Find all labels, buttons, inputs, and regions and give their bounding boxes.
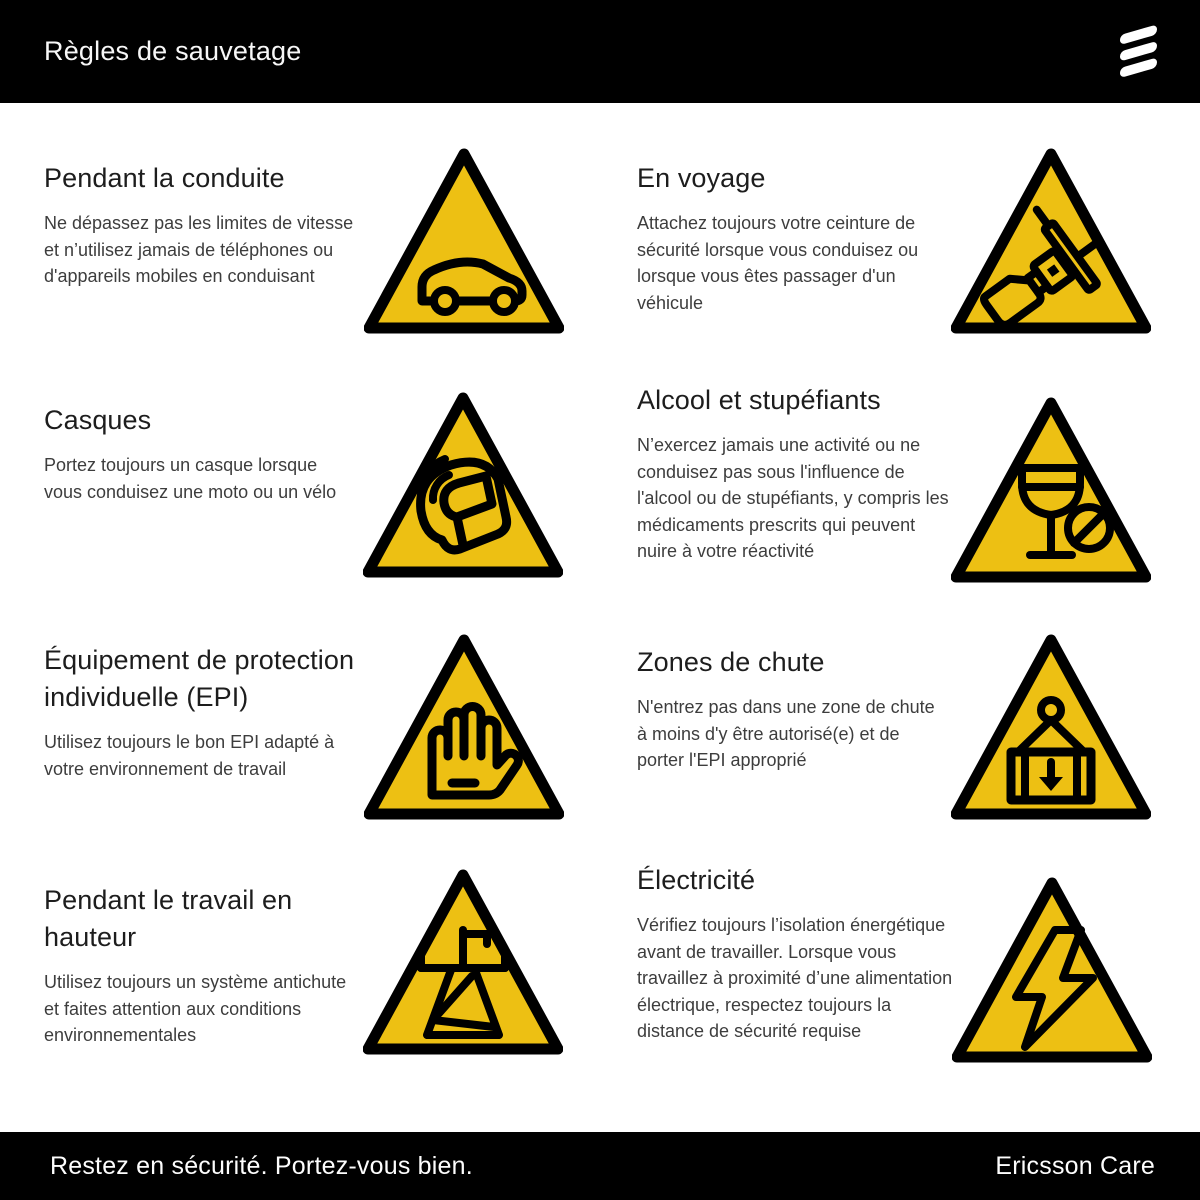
section-title: Pendant la conduite	[44, 163, 285, 193]
section-title: Électricité	[637, 865, 756, 895]
section-travel	[637, 160, 949, 316]
section-alcohol	[637, 382, 955, 565]
section-title: Alcool et stupéfiants	[637, 385, 881, 415]
section-electricity	[637, 862, 955, 1045]
high-voltage-warning-icon	[952, 876, 1152, 1066]
section-helmets	[44, 402, 356, 505]
footer	[0, 1132, 1200, 1200]
page-title: Règles de sauvetage	[44, 36, 302, 66]
glove-warning-icon	[364, 633, 564, 823]
section-body: Vérifiez toujours l’isolation énergétique avant de travailler. Lorsque vous travaillez à proximité d’une alimentation électrique, respectez toujours la distance de sécurité requise	[637, 915, 953, 1041]
section-body: N’exercez jamais une activité ou ne conduisez pas sous l'influence de l'alcool ou de stupéfiants, y compris les médicaments prescrits qui peuvent nuire à votre réactivité	[637, 435, 949, 561]
section-ppe	[44, 642, 384, 782]
section-driving	[44, 160, 356, 290]
alcohol-ban-warning-icon	[951, 396, 1151, 586]
section-body: Utilisez toujours le bon EPI adapté à votre environnement de travail	[44, 732, 335, 779]
footer-brand: Ericsson Care	[995, 1151, 1155, 1180]
footer-slogan: Restez en sécurité. Portez-vous bien.	[50, 1151, 473, 1180]
section-body: N'entrez pas dans une zone de chute à moins d'y être autorisé(e) et de porter l'EPI approprié	[637, 697, 935, 770]
section-title: Casques	[44, 405, 152, 435]
helmet-warning-icon	[363, 391, 563, 581]
seatbelt-warning-icon	[951, 147, 1151, 337]
section-body: Utilisez toujours un système antichute et faites attention aux conditions environnementales	[44, 972, 347, 1045]
tower-warning-icon	[363, 868, 563, 1058]
suspended-load-warning-icon	[951, 633, 1151, 823]
section-body: Ne dépassez pas les limites de vitesse et n’utilisez jamais de téléphones ou d'appareils mobiles en conduisant	[44, 213, 354, 286]
section-title: Équipement de protection individuelle (EPI)	[44, 645, 355, 712]
section-title: En voyage	[637, 163, 766, 193]
section-title: Pendant le travail en hauteur	[44, 885, 293, 952]
section-drop-zones	[637, 644, 949, 774]
header	[0, 0, 1200, 103]
section-work-at-height	[44, 882, 362, 1049]
section-title: Zones de chute	[637, 647, 825, 677]
section-body: Attachez toujours votre ceinture de sécurité lorsque vous conduisez ou lorsque vous êtes passager d'un véhicule	[637, 213, 919, 313]
section-body: Portez toujours un casque lorsque vous conduisez une moto ou un vélo	[44, 455, 337, 502]
ericsson-logo-icon	[1114, 20, 1164, 82]
car-warning-icon	[364, 147, 564, 337]
